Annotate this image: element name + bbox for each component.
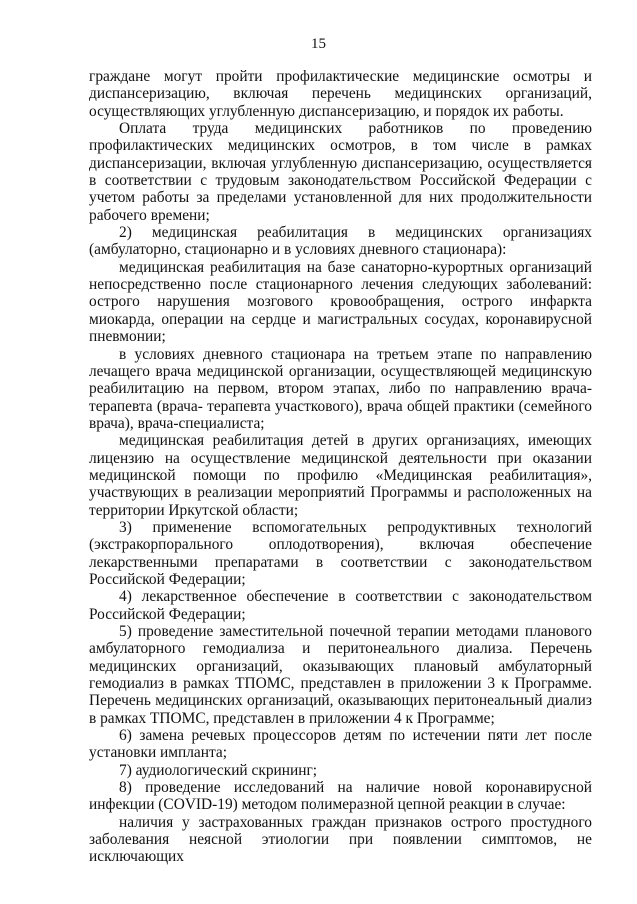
- paragraph: 5) проведение заместительной почечной терапии методами планового амбулаторного гемодиализа и перитонеального диализа. Перечень медицинских организаций, оказывающих плановый амбулаторный гемодиализ в рамках ТПОМС, представлен в приложении 3 к Программе. Перечень медицинских организаций, оказывающих перитонеальный диализ в рамках ТПОМС, представлен в приложении 4 к Программе;: [89, 623, 592, 727]
- paragraph: 2) медицинская реабилитация в медицинских организациях (амбулаторно, стационарно и в условиях дневного стационара):: [89, 224, 592, 259]
- paragraph: Оплата труда медицинских работников по проведению профилактических медицинских осмотров, в том числе в рамках диспансеризации, включая углубленную диспансеризацию, осуществляется в соответствии с трудовым законодательством Российской Федерации с учетом работы за пределами установленной для них продолжительности рабочего времени;: [89, 120, 592, 224]
- page-number: 15: [311, 36, 326, 52]
- paragraph: граждане могут пройти профилактические медицинские осмотры и диспансеризацию, включая перечень медицинских организаций, осуществляющих углубленную диспансеризацию, и порядок их работы.: [89, 68, 592, 120]
- paragraph: 6) замена речевых процессоров детям по истечении пяти лет после установки импланта;: [89, 727, 592, 762]
- paragraph: 4) лекарственное обеспечение в соответствии с законодательством Российской Федерации;: [89, 588, 592, 623]
- paragraph: наличия у застрахованных граждан признаков острого простудного заболевания неясной этиологии при появлении симптомов, не исключающих: [89, 813, 592, 866]
- paragraph: 8) проведение исследований на наличие новой коронавирусной инфекции (COVID-19) методом полимеразной цепной реакции в случае:: [89, 779, 592, 814]
- paragraph: медицинская реабилитация на базе санаторно-курортных организаций непосредственно после стационарного лечения следующих заболеваний: острого нарушения мозгового кровообращения, острого инфаркта миокарда, операции на сердце и магистральных сосудах, коронавирусной пневмонии;: [89, 258, 592, 346]
- paragraph: 3) применение вспомогательных репродуктивных технологий (экстракорпорального оплодотворения), включая обеспечение лекарственными препаратами в соответствии с законодательством Российской Федерации;: [89, 518, 592, 588]
- body-text: [89, 68, 592, 866]
- paragraph: 7) аудиологический скрининг;: [119, 761, 318, 779]
- paragraph: медицинская реабилитация детей в других организациях, имеющих лицензию на осуществление медицинской деятельности при оказании медицинской помощи по профилю «Медицинская реабилитация», участвующих в реализации мероприятий Программы и расположенных на территории Иркутской области;: [89, 432, 592, 519]
- paragraph: в условиях дневного стационара на третьем этапе по направлению лечащего врача медицинской организации, осуществляющей медицинскую реабилитацию на первом, втором этапах, либо по направлению врача-терапевта (врача- терапевта участкового), врача общей практики (семейного врача), врача-специалиста;: [89, 345, 592, 432]
